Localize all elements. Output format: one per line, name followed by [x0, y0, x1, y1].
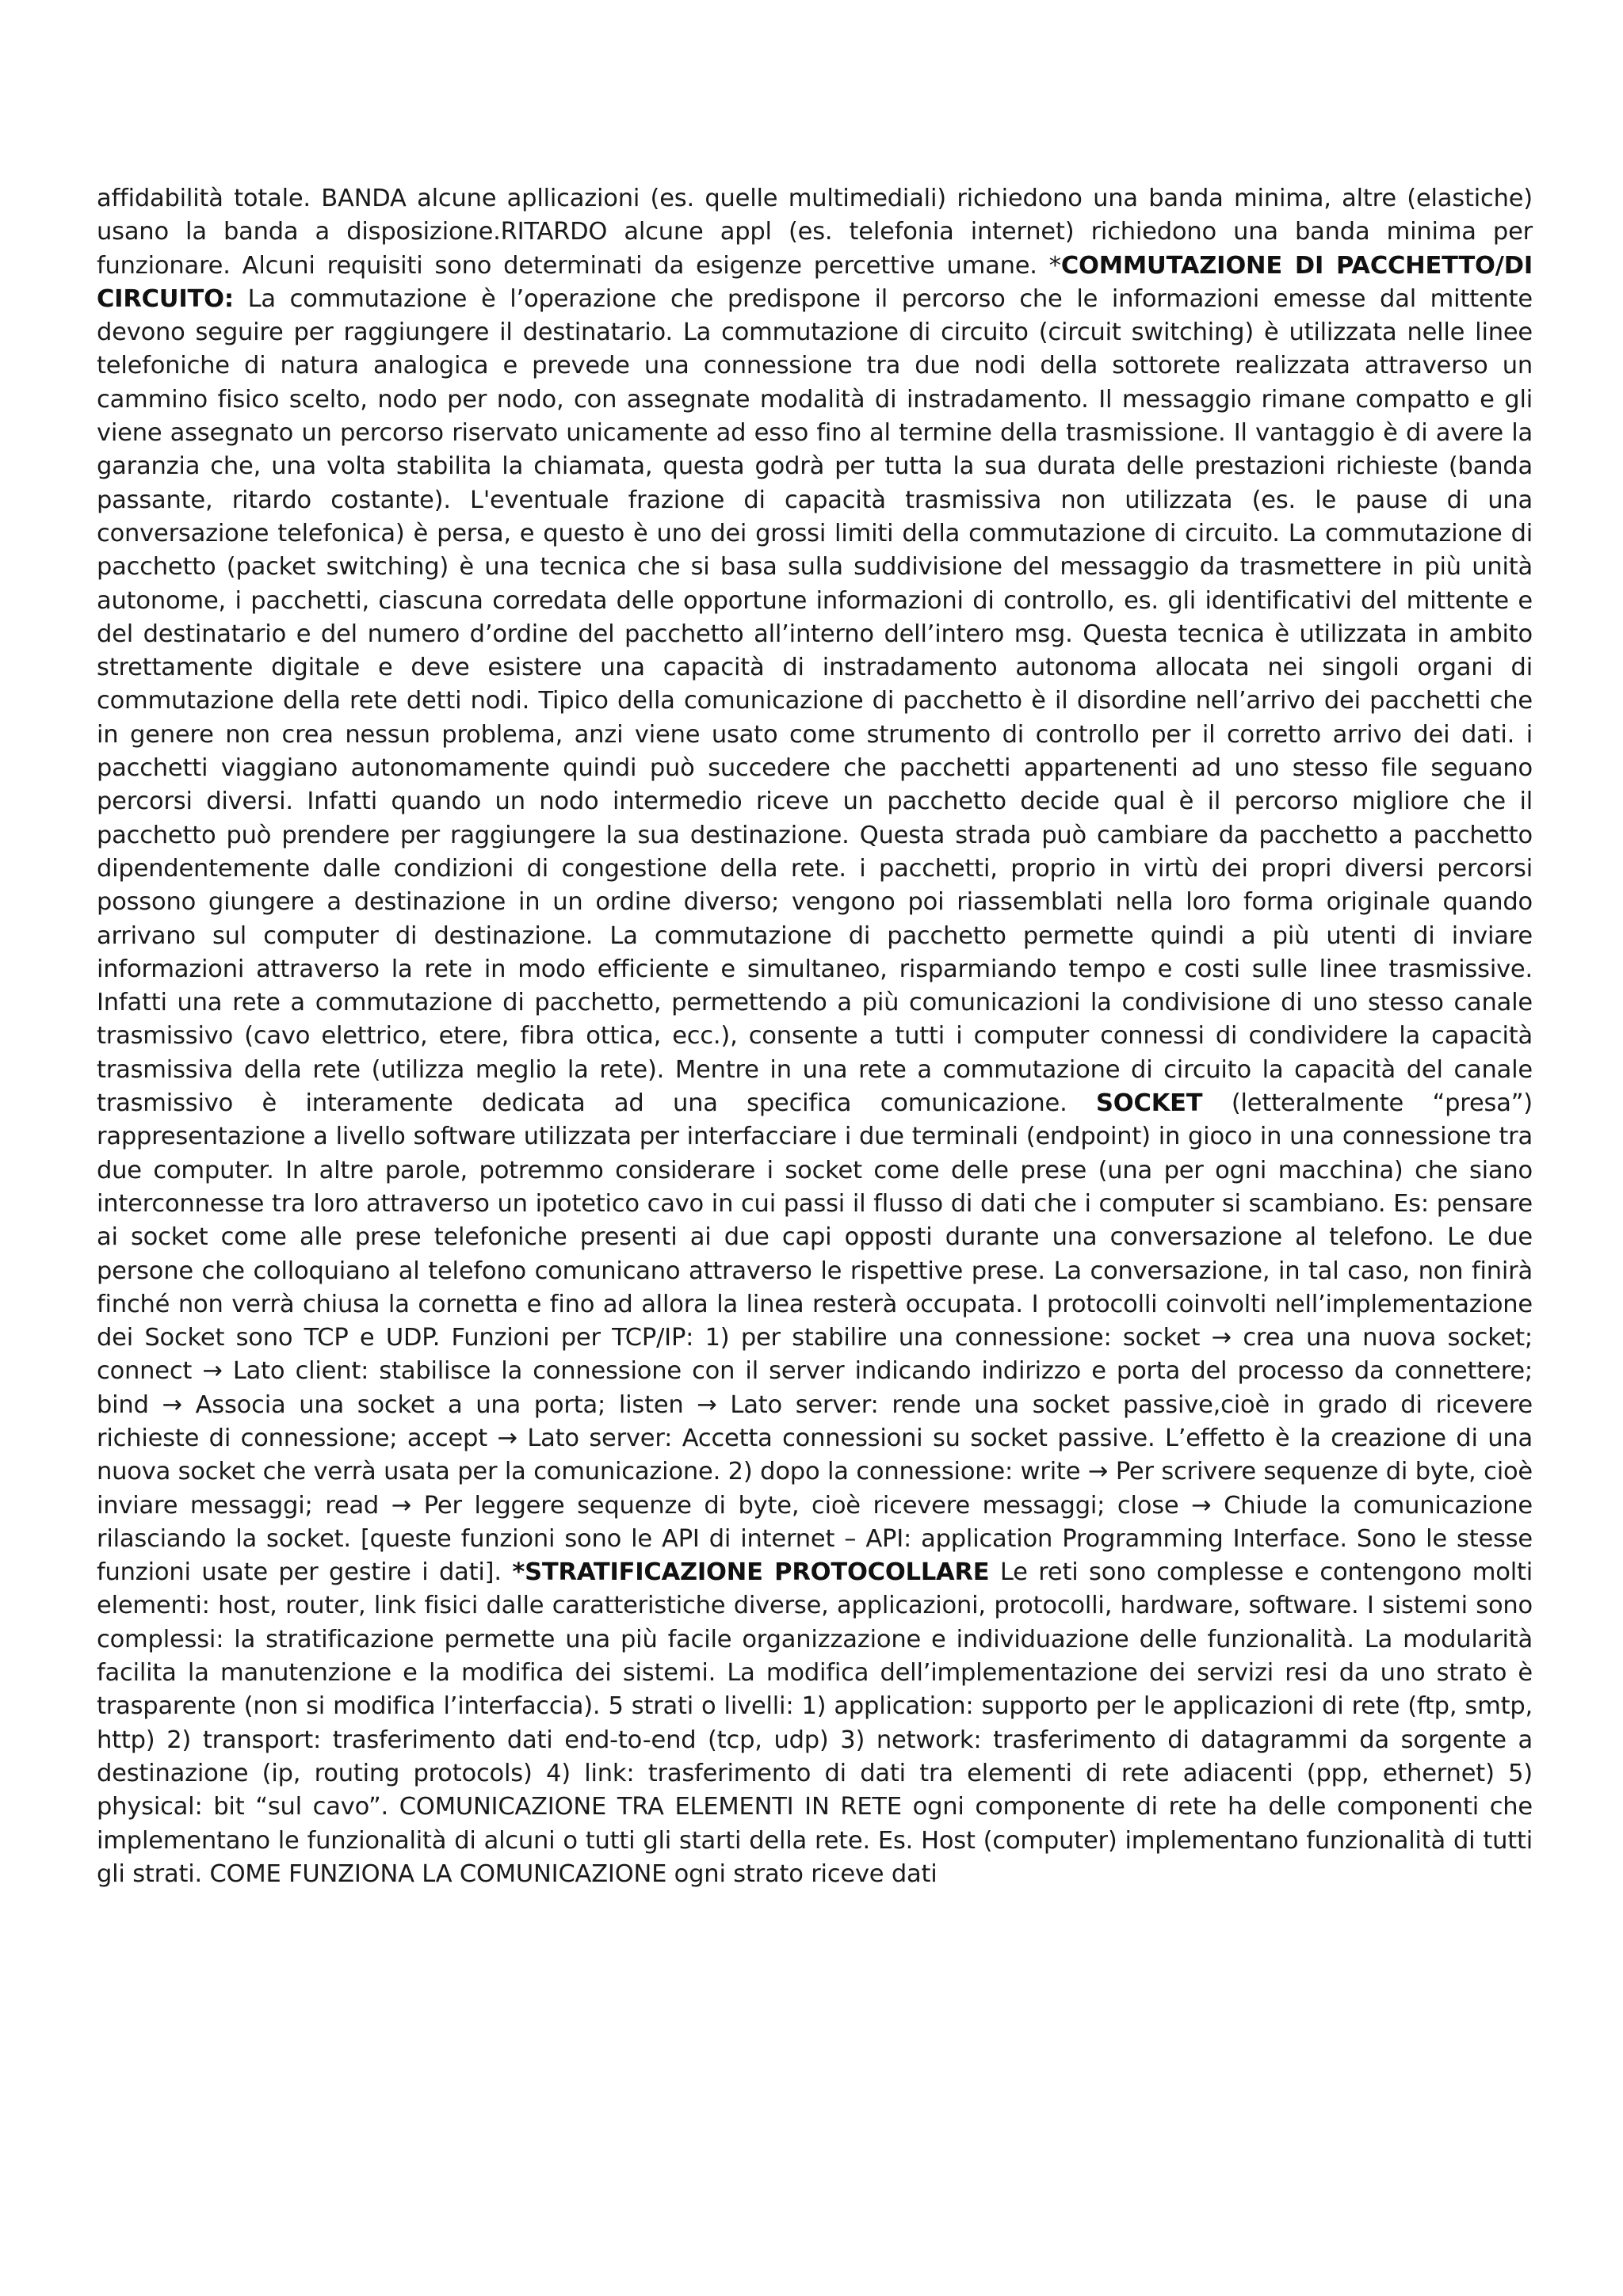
text-segment: Le reti sono complesse e contengono molti elementi: host, router, link fisici dalle caratteristiche diverse, applicazioni, protocolli, hardware, software. I sistemi sono complessi: la stratificazione permette una più facile organizzazione e individuazione delle funzionalità. La modularità facilita la manutenzione e la modifica dei sistemi. La modifica dell’implementazione dei servizi resi da uno strato è trasparente (non si modifica l’interfaccia). 5 strati o livelli: 1) application: supporto per le applicazioni di rete (ftp, smtp, http) 2) transport: trasferimento dati end-to-end (tcp, udp) 3) network: trasferimento di datagrammi da sorgente a destinazione (ip, routing protocols) 4) link: trasferimento di dati tra elementi di rete adiacenti (ppp, ethernet) 5) physical: bit “sul cavo”. COMUNICAZIONE TRA ELEMENTI IN RETE ogni componente di rete ha delle componenti che implementano le funzionalità di alcuni o tutti gli starti della rete. Es. Host (computer) implementano funzionalità di tutti gli strati. COME FUNZIONA LA COMUNICAZIONE ogni strato riceve dati	[97, 1558, 1533, 1888]
body-text	[97, 182, 1533, 1891]
text-segment: La commutazione è l’operazione che predispone il percorso che le informazioni emesse dal mittente devono seguire per raggiungere il destinatario. La commutazione di circuito (circuit switching) è utilizzata nelle linee telefoniche di natura analogica e prevede una connessione tra due nodi della sottorete realizzata attraverso un cammino fisico scelto, nodo per nodo, con assegnate modalità di instradamento. Il messaggio rimane compatto e gli viene assegnato un percorso riservato unicamente ad esso fino al termine della trasmissione. Il vantaggio è di avere la garanzia che, una volta stabilita la chiamata, questa godrà per tutta la sua durata delle prestazioni richieste (banda passante, ritardo costante). L'eventuale frazione di capacità trasmissiva non utilizzata (es. le pause di una conversazione telefonica) è persa, e questo è uno dei grossi limiti della commutazione di circuito. La commutazione di pacchetto (packet switching) è una tecnica che si basa sulla suddivisione del messaggio da trasmettere in più unità autonome, i pacchetti, ciascuna corredata delle opportune informazioni di controllo, es. gli identificativi del mittente e del destinatario e del numero d’ordine del pacchetto all’interno dell’intero msg. Questa tecnica è utilizzata in ambito strettamente digitale e deve esistere una capacità di instradamento autonoma allocata nei singoli organi di commutazione della rete detti nodi. Tipico della comunicazione di pacchetto è il disordine nell’arrivo dei pacchetti che in genere non crea nessun problema, anzi viene usato come strumento di controllo per il corretto arrivo dei dati. i pacchetti viaggiano autonomamente quindi può succedere che pacchetti appartenenti ad uno stesso file seguano percorsi diversi. Infatti quando un nodo intermedio riceve un pacchetto decide qual è il percorso migliore che il pacchetto può prendere per raggiungere la sua destinazione. Questa strada può cambiare da pacchetto a pacchetto dipendentemente dalle condizioni di congestione della rete. i pacchetti, proprio in virtù dei propri diversi percorsi possono giungere a destinazione in un ordine diverso; vengono poi riassemblati nella loro forma originale quando arrivano sul computer di destinazione. La commutazione di pacchetto permette quindi a più utenti di inviare informazioni attraverso la rete in modo efficiente e simultaneo, risparmiando tempo e costi sulle linee trasmissive. Infatti una rete a commutazione di pacchetto, permettendo a più comunicazioni la condivisione di uno stesso canale trasmissivo (cavo elettrico, etere, fibra ottica, ecc.), consente a tutti i computer connessi di condividere la capacità trasmissiva della rete (utilizza meglio la rete). Mentre in una rete a commutazione di circuito la capacità del canale trasmissivo è interamente dedicata ad una specifica comunicazione.	[97, 284, 1533, 1118]
text-segment: (letteralmente “presa”) rappresentazione a livello software utilizzata per interfacciare i due terminali (endpoint) in gioco in una connessione tra due computer. In altre parole, potremmo considerare i socket come delle prese (una per ogni macchina) che siano interconnesse tra loro attraverso un ipotetico cavo in cui passi il flusso di dati che i computer si scambiano. Es: pensare ai socket come alle prese telefoniche presenti ai due capi opposti durante una conversazione al telefono. Le due persone che colloquiano al telefono comunicano attraverso le rispettive prese. La conversazione, in tal caso, non finirà finché non verrà chiusa la cornetta e fino ad allora la linea resterà occupata. I protocolli coinvolti nell’implementazione dei Socket sono TCP e UDP. Funzioni per TCP/IP: 1) per stabilire una connessione: socket → crea una nuova socket; connect → Lato client: stabilisce la connessione con il server indicando indirizzo e porta del processo da connettere; bind → Associa una socket a una porta; listen → Lato server: rende una socket passive,cioè in grado di ricevere richieste di connessione; accept → Lato server: Accetta connessioni su socket passive. L’effetto è la creazione di una nuova socket che verrà usata per la comunicazione. 2) dopo la connessione: write → Per scrivere sequenze di byte, cioè inviare messaggi; read → Per leggere sequenze di byte, cioè ricevere messaggi; close → Chiude la comunicazione rilasciando la socket. [queste funzioni sono le API di internet – API: application Programming Interface. Sono le stesse funzioni usate per gestire i dati].	[97, 1089, 1533, 1587]
heading-commutazione: COMMUTAZIONE DI PACCHETTO/DI CIRCUITO:	[97, 251, 1533, 313]
heading-stratificazione: *STRATIFICAZIONE PROTOCOLLARE	[512, 1558, 990, 1587]
heading-socket: SOCKET	[1096, 1089, 1203, 1118]
text-segment: affidabilità totale. BANDA alcune apllicazioni (es. quelle multimediali) richiedono una banda minima, altre (elastiche) usano la banda a disposizione.RITARDO alcune appl (es. telefonia internet) richiedono una banda minima per funzionare. Alcuni requisiti sono determinati da esigenze percettive umane. *	[97, 185, 1533, 280]
